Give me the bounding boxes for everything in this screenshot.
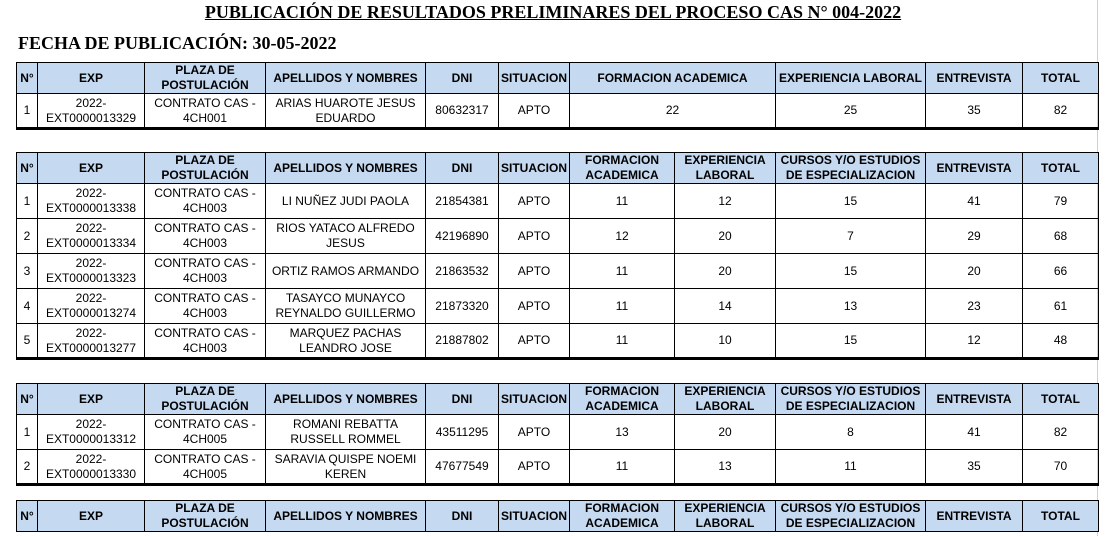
cell-n: 2 xyxy=(17,450,38,485)
col-entrevista: ENTREVISTA xyxy=(926,384,1023,415)
col-total: TOTAL xyxy=(1023,501,1099,532)
cell-total: 82 xyxy=(1023,94,1099,129)
results-table-4ch001 xyxy=(16,62,1099,130)
col-n: N° xyxy=(17,384,38,415)
table-header-row xyxy=(17,153,1099,184)
table-header-row xyxy=(17,501,1099,532)
cell-dni: 43511295 xyxy=(426,415,499,450)
cell-n: 2 xyxy=(17,219,38,254)
col-exp: EXP xyxy=(38,501,145,532)
cell-exp: 2022-EXT0000013338 xyxy=(38,184,145,219)
col-exp: EXP xyxy=(38,384,145,415)
col-situacion: SITUACION xyxy=(499,63,570,94)
col-situacion: SITUACION xyxy=(499,153,570,184)
cell-cursos: 15 xyxy=(776,324,926,359)
cell-cursos: 15 xyxy=(776,184,926,219)
col-formacion: FORMACION ACADEMICA xyxy=(570,63,776,94)
cell-experiencia: 20 xyxy=(675,219,776,254)
col-cursos: CURSOS Y/O ESTUDIOS DE ESPECIALIZACION xyxy=(776,153,926,184)
cell-exp: 2022-EXT0000013274 xyxy=(38,289,145,324)
cell-cursos: 15 xyxy=(776,254,926,289)
cell-situacion: APTO xyxy=(499,94,570,129)
table-row xyxy=(17,324,1099,359)
table-row xyxy=(17,184,1099,219)
col-entrevista: ENTREVISTA xyxy=(926,63,1023,94)
cell-plaza: CONTRATO CAS - 4CH003 xyxy=(145,254,266,289)
cell-n: 1 xyxy=(17,94,38,129)
cell-dni: 21887802 xyxy=(426,324,499,359)
table-header-row xyxy=(17,63,1099,94)
cell-exp: 2022-EXT0000013312 xyxy=(38,415,145,450)
cell-formacion: 11 xyxy=(570,450,675,485)
cell-experiencia: 13 xyxy=(675,450,776,485)
col-plaza: PLAZA DE POSTULACIÓN xyxy=(145,153,266,184)
cell-experiencia: 25 xyxy=(776,94,926,129)
table-row xyxy=(17,94,1099,129)
cell-entrevista: 12 xyxy=(926,324,1023,359)
cell-nombres: SARAVIA QUISPE NOEMI KEREN xyxy=(266,450,426,485)
cell-n: 3 xyxy=(17,254,38,289)
col-situacion: SITUACION xyxy=(499,501,570,532)
cell-dni: 21863532 xyxy=(426,254,499,289)
cell-entrevista: 23 xyxy=(926,289,1023,324)
cell-formacion: 11 xyxy=(570,289,675,324)
col-plaza: PLAZA DE POSTULACIÓN xyxy=(145,501,266,532)
cell-experiencia: 20 xyxy=(675,415,776,450)
cell-entrevista: 41 xyxy=(926,415,1023,450)
cell-entrevista: 35 xyxy=(926,450,1023,485)
cell-formacion: 11 xyxy=(570,184,675,219)
col-nombres: APELLIDOS Y NOMBRES xyxy=(266,63,426,94)
col-dni: DNI xyxy=(426,384,499,415)
col-formacion: FORMACION ACADEMICA xyxy=(570,501,675,532)
cell-plaza: CONTRATO CAS - 4CH003 xyxy=(145,184,266,219)
cell-cursos: 11 xyxy=(776,450,926,485)
cell-entrevista: 41 xyxy=(926,184,1023,219)
cell-dni: 47677549 xyxy=(426,450,499,485)
cell-situacion: APTO xyxy=(499,219,570,254)
col-experiencia: EXPERIENCIA LABORAL xyxy=(675,384,776,415)
cell-experiencia: 14 xyxy=(675,289,776,324)
results-table-next xyxy=(16,500,1099,532)
cell-nombres: ROMANI REBATTA RUSSELL ROMMEL xyxy=(266,415,426,450)
col-n: N° xyxy=(17,501,38,532)
cell-plaza: CONTRATO CAS - 4CH001 xyxy=(145,94,266,129)
cell-nombres: RIOS YATACO ALFREDO JESUS xyxy=(266,219,426,254)
cell-formacion: 11 xyxy=(570,324,675,359)
cell-formacion: 12 xyxy=(570,219,675,254)
col-dni: DNI xyxy=(426,153,499,184)
cell-experiencia: 12 xyxy=(675,184,776,219)
cell-situacion: APTO xyxy=(499,289,570,324)
col-entrevista: ENTREVISTA xyxy=(926,153,1023,184)
cell-cursos: 13 xyxy=(776,289,926,324)
cell-situacion: APTO xyxy=(499,450,570,485)
cell-dni: 21854381 xyxy=(426,184,499,219)
col-total: TOTAL xyxy=(1023,384,1099,415)
cell-plaza: CONTRATO CAS - 4CH003 xyxy=(145,219,266,254)
cell-situacion: APTO xyxy=(499,254,570,289)
cell-total: 82 xyxy=(1023,415,1099,450)
cell-total: 48 xyxy=(1023,324,1099,359)
table-row xyxy=(17,289,1099,324)
cell-exp: 2022-EXT0000013323 xyxy=(38,254,145,289)
col-experiencia: EXPERIENCIA LABORAL xyxy=(675,501,776,532)
cell-dni: 21873320 xyxy=(426,289,499,324)
cell-entrevista: 35 xyxy=(926,94,1023,129)
cell-entrevista: 20 xyxy=(926,254,1023,289)
col-exp: EXP xyxy=(38,153,145,184)
cell-exp: 2022-EXT0000013334 xyxy=(38,219,145,254)
col-cursos: CURSOS Y/O ESTUDIOS DE ESPECIALIZACION xyxy=(776,384,926,415)
cell-experiencia: 20 xyxy=(675,254,776,289)
cell-situacion: APTO xyxy=(499,324,570,359)
cell-dni: 80632317 xyxy=(426,94,499,129)
col-n: N° xyxy=(17,153,38,184)
cell-nombres: ARIAS HUAROTE JESUS EDUARDO xyxy=(266,94,426,129)
cell-n: 1 xyxy=(17,415,38,450)
col-nombres: APELLIDOS Y NOMBRES xyxy=(266,501,426,532)
col-nombres: APELLIDOS Y NOMBRES xyxy=(266,384,426,415)
cell-cursos: 7 xyxy=(776,219,926,254)
cell-exp: 2022-EXT0000013330 xyxy=(38,450,145,485)
cell-total: 70 xyxy=(1023,450,1099,485)
col-experiencia: EXPERIENCIA LABORAL xyxy=(776,63,926,94)
cell-n: 5 xyxy=(17,324,38,359)
col-total: TOTAL xyxy=(1023,153,1099,184)
col-formacion: FORMACION ACADEMICA xyxy=(570,384,675,415)
cell-cursos: 8 xyxy=(776,415,926,450)
col-total: TOTAL xyxy=(1023,63,1099,94)
cell-plaza: CONTRATO CAS - 4CH005 xyxy=(145,450,266,485)
cell-dni: 42196890 xyxy=(426,219,499,254)
col-exp: EXP xyxy=(38,63,145,94)
cell-formacion: 11 xyxy=(570,254,675,289)
col-plaza: PLAZA DE POSTULACIÓN xyxy=(145,63,266,94)
cell-plaza: CONTRATO CAS - 4CH003 xyxy=(145,289,266,324)
col-n: N° xyxy=(17,63,38,94)
cell-experiencia: 10 xyxy=(675,324,776,359)
cell-plaza: CONTRATO CAS - 4CH005 xyxy=(145,415,266,450)
table-row xyxy=(17,415,1099,450)
cell-nombres: ORTIZ RAMOS ARMANDO xyxy=(266,254,426,289)
col-cursos: CURSOS Y/O ESTUDIOS DE ESPECIALIZACION xyxy=(776,501,926,532)
cell-nombres: MARQUEZ PACHAS LEANDRO JOSE xyxy=(266,324,426,359)
document-title: PUBLICACIÓN DE RESULTADOS PRELIMINARES DEL PROCESO CAS N° 004-2022 xyxy=(204,2,902,22)
cell-formacion: 13 xyxy=(570,415,675,450)
cell-nombres: LI NUÑEZ JUDI PAOLA xyxy=(266,184,426,219)
col-dni: DNI xyxy=(426,63,499,94)
cell-formacion: 22 xyxy=(570,94,776,129)
cell-n: 4 xyxy=(17,289,38,324)
table-row xyxy=(17,254,1099,289)
col-nombres: APELLIDOS Y NOMBRES xyxy=(266,153,426,184)
table-row xyxy=(17,450,1099,485)
cell-situacion: APTO xyxy=(499,415,570,450)
table-row xyxy=(17,219,1099,254)
col-plaza: PLAZA DE POSTULACIÓN xyxy=(145,384,266,415)
table-header-row xyxy=(17,384,1099,415)
col-dni: DNI xyxy=(426,501,499,532)
cell-n: 1 xyxy=(17,184,38,219)
cell-exp: 2022-EXT0000013329 xyxy=(38,94,145,129)
col-formacion: FORMACION ACADEMICA xyxy=(570,153,675,184)
col-entrevista: ENTREVISTA xyxy=(926,501,1023,532)
results-table-4ch003 xyxy=(16,152,1099,360)
cell-nombres: TASAYCO MUNAYCO REYNALDO GUILLERMO xyxy=(266,289,426,324)
col-situacion: SITUACION xyxy=(499,384,570,415)
cell-total: 79 xyxy=(1023,184,1099,219)
cell-entrevista: 29 xyxy=(926,219,1023,254)
cell-situacion: APTO xyxy=(499,184,570,219)
cell-total: 68 xyxy=(1023,219,1099,254)
cell-plaza: CONTRATO CAS - 4CH003 xyxy=(145,324,266,359)
publication-date: FECHA DE PUBLICACIÓN: 30-05-2022 xyxy=(18,33,337,53)
cell-exp: 2022-EXT0000013277 xyxy=(38,324,145,359)
results-table-4ch005 xyxy=(16,383,1099,486)
cell-total: 61 xyxy=(1023,289,1099,324)
col-experiencia: EXPERIENCIA LABORAL xyxy=(675,153,776,184)
cell-total: 66 xyxy=(1023,254,1099,289)
